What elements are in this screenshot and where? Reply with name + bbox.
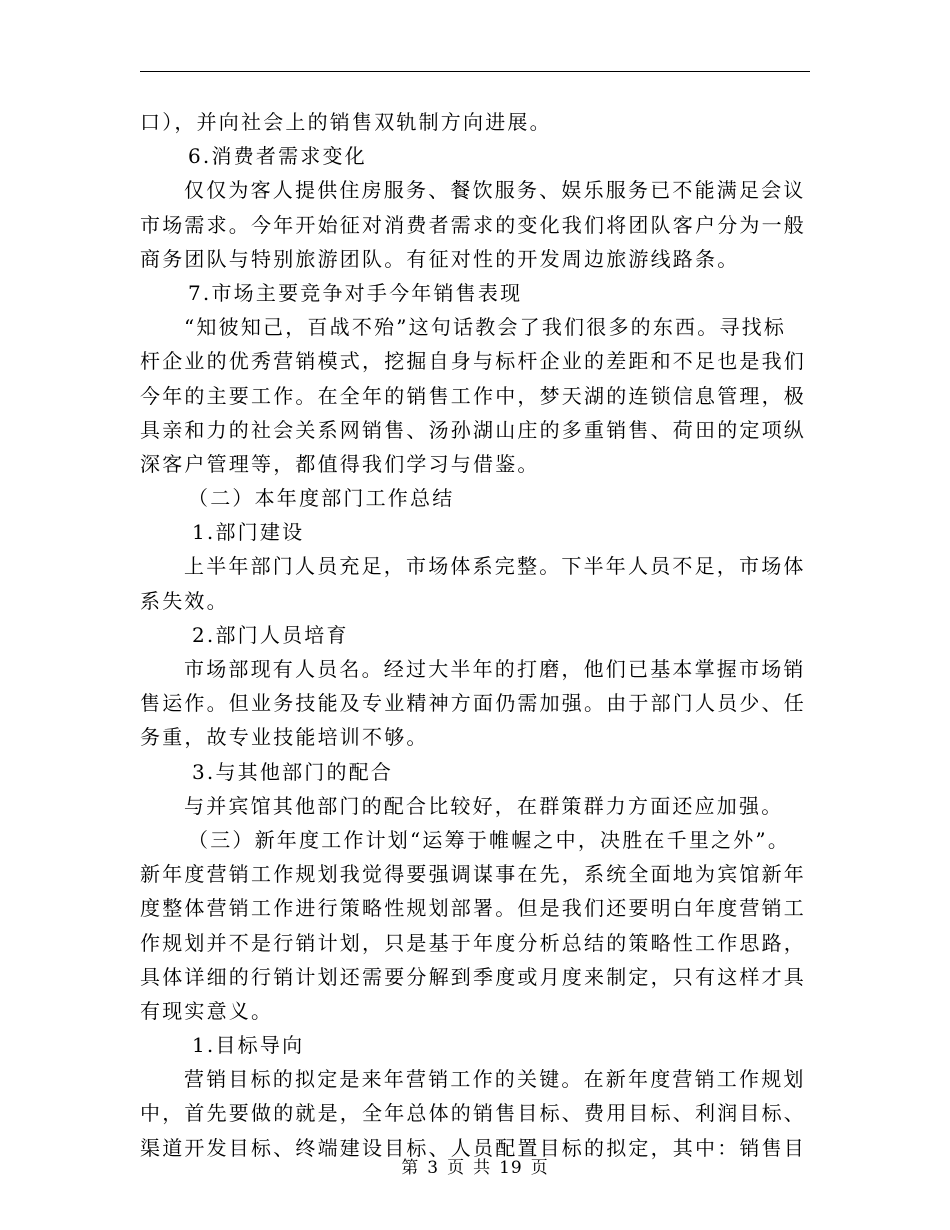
paragraph-line: 具体详细的行销计划还需要分解到季度或月度来制定，只有这样才具: [140, 964, 806, 989]
total-page-count: 19: [499, 1158, 523, 1178]
paragraph-line: 市场部现有人员名。经过大半年的打磨，他们已基本掌握市场销: [184, 657, 806, 681]
paragraph-line: 商务团队与特别旅游团队。有征对性的开发周边旅游线路条。: [140, 246, 740, 271]
page-footer: [0, 1153, 950, 1178]
paragraph-line: 渠道开发目标、终端建设目标、人员配置目标的拟定，其中：销售目: [140, 1135, 806, 1160]
section-heading: 7.市场主要竞争对手今年销售表现: [188, 280, 523, 305]
paragraph-line: “知彼知己，百战不殆”这句话教会了我们很多的东西。寻找标: [184, 315, 787, 340]
section-heading: 6.消费者需求变化: [188, 144, 367, 169]
paragraph-line: 新年度营销工作规划我觉得要强调谋事在先，系统全面地为宾馆新年: [140, 862, 806, 887]
section-heading: （三）新年度工作计划“运筹于帷幄之中，决胜在千里之外”。: [188, 827, 791, 852]
paragraph-line: 深客户管理等，都值得我们学习与借鉴。: [140, 451, 540, 476]
paragraph-line: 今年的主要工作。在全年的销售工作中，梦天湖的连锁信息管理，极: [140, 383, 806, 408]
paragraph-line: 市场需求。今年开始征对消费者需求的变化我们将团队客户分为一般: [140, 212, 806, 237]
footer-prefix: 第: [401, 1158, 420, 1178]
footer-total-word: 共: [473, 1158, 492, 1178]
paragraph-line: 杆企业的优秀营销模式，挖掘自身与标杆企业的差距和不足也是我们: [140, 349, 806, 374]
paragraph-line: 系失效。: [140, 588, 229, 613]
paragraph-line: 中，首先要做的就是，全年总体的销售目标、费用目标、利润目标、: [140, 1101, 806, 1126]
paragraph-line: 营销目标的拟定是来年营销工作的关键。在新年度营销工作规划: [184, 1067, 806, 1092]
paragraph-line: 度整体营销工作进行策略性规划部署。但是我们还要明白年度营销工: [140, 896, 806, 921]
section-heading: 1.部门建设: [192, 520, 305, 545]
section-heading: 3.与其他部门的配合: [192, 759, 394, 784]
paragraph-line: 作规划并不是行销计划，只是基于年度分析总结的策略性工作思路，: [140, 930, 806, 955]
paragraph-line: 口），并向社会上的销售双轨制方向进展。: [140, 110, 552, 134]
paragraph-line: 与并宾馆其他部门的配合比较好，在群策群力方面还应加强。: [184, 793, 784, 818]
paragraph-line: 仅仅为客人提供住房服务、餐饮服务、娱乐服务已不能满足会议: [184, 178, 806, 203]
paragraph-line: 上半年部门人员充足，市场体系完整。下半年人员不足，市场体: [184, 554, 806, 579]
paragraph-line: 务重，故专业技能培训不够。: [140, 725, 429, 750]
current-page-number: 3: [427, 1158, 440, 1178]
section-heading: （二）本年度部门工作总结: [188, 486, 455, 511]
body-text: [140, 105, 810, 1165]
section-heading: 2.部门人员培育: [192, 622, 349, 647]
section-heading: 1.目标导向: [192, 1033, 305, 1058]
paragraph-line: 有现实意义。: [140, 998, 274, 1023]
header-rule: [140, 71, 810, 72]
footer-page-word: 页: [447, 1158, 466, 1178]
paragraph-line: 售运作。但业务技能及专业精神方面仍需加强。由于部门人员少、任: [140, 691, 806, 716]
footer-suffix: 页: [530, 1158, 549, 1178]
paragraph-line: 具亲和力的社会关系网销售、汤孙湖山庄的多重销售、荷田的定项纵: [140, 417, 806, 442]
